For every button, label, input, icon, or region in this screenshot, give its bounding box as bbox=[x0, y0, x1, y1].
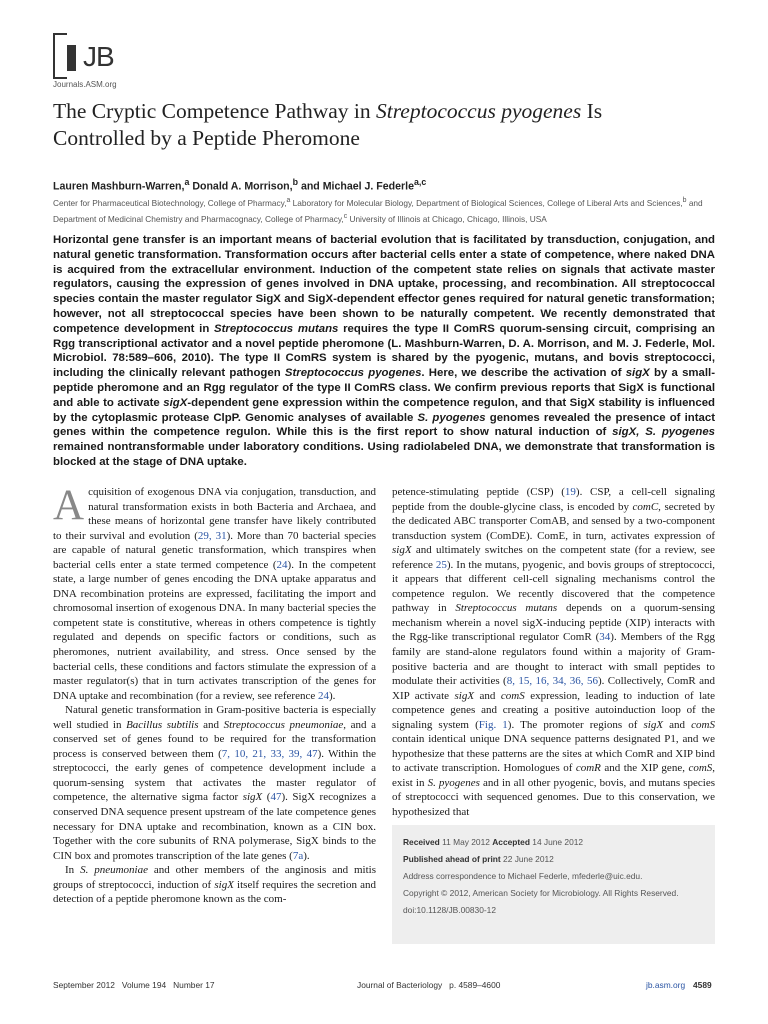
body-italic: Bacillus subtilis bbox=[126, 718, 199, 731]
author-list bbox=[53, 177, 713, 193]
body-text: and bbox=[663, 718, 692, 731]
body-text: and bbox=[198, 718, 224, 731]
body-text: ). More than 70 bacterial species are capable of natural genetic transformation, which transpires when bacterial cells enter a state termed competence ( bbox=[53, 529, 377, 571]
body-italic: comS bbox=[500, 689, 525, 702]
info-value: 14 June 2012 bbox=[532, 837, 584, 847]
body-text: itself requires the secretion and detection of a peptide pheromone known as the com- bbox=[53, 878, 377, 906]
info-label: Received bbox=[403, 837, 440, 847]
body-text: Natural genetic transformation in Gram-positive bacteria is especially well studied in bbox=[53, 704, 376, 731]
abstract-italic: Streptococcus pyogenes bbox=[284, 367, 422, 380]
body-italic: sigX bbox=[643, 718, 664, 731]
body-text: and the XIP gene, bbox=[600, 762, 689, 775]
body-italic: Streptococcus mutans bbox=[455, 602, 558, 615]
affil-mark: b bbox=[682, 197, 687, 204]
affil-mark: c bbox=[343, 212, 348, 220]
paragraph bbox=[53, 703, 376, 863]
doi-link[interactable]: doi:10.1128/JB.00830-12 bbox=[403, 905, 496, 915]
author-name[interactable]: Lauren Mashburn-Warren, bbox=[53, 180, 185, 193]
paragraph bbox=[53, 482, 377, 703]
body-italic: Streptococcus pneumoniae bbox=[223, 718, 344, 731]
body-text: and in all other pyogenic, bovis, and mutans species of streptococci with sequenced genomes. Due to this conservation, we hypothesized that bbox=[392, 776, 715, 819]
citation-link[interactable]: 47 bbox=[270, 791, 282, 804]
title-text: The Cryptic Competence Pathway in bbox=[53, 99, 377, 123]
body-italic: comR bbox=[575, 762, 601, 775]
abstract-text: -dependent gene expression within the competence regulon, and that SigX stability is influenced by the cytoplasmic protease ClpP. Genomic analyses of available bbox=[53, 396, 715, 424]
abstract-italic: sigX bbox=[163, 396, 188, 409]
citation-link[interactable]: 34 bbox=[599, 631, 611, 644]
copyright: Copyright © 2012, American Society for Microbiology. All Rights Reserved. bbox=[403, 888, 679, 898]
journal-logo bbox=[53, 33, 133, 95]
body-text: ). bbox=[329, 689, 336, 702]
logo-bar-mark bbox=[67, 45, 76, 71]
citation-link[interactable]: 24 bbox=[276, 558, 288, 571]
body-italic: comS bbox=[688, 762, 713, 775]
body-text: ). Collectively, ComR and XIP activate bbox=[392, 675, 716, 702]
abstract-italic: S. pyogenes bbox=[417, 411, 486, 424]
body-italic: S. pneumoniae bbox=[80, 864, 148, 877]
citation-link[interactable]: 7a bbox=[292, 849, 304, 862]
body-text: ). bbox=[303, 849, 310, 862]
paragraph bbox=[53, 863, 376, 907]
abstract-italic: sigX bbox=[625, 367, 650, 380]
published-ahead bbox=[403, 854, 554, 864]
footer-issue: September 2012 Volume 194 Number 17 bbox=[53, 980, 215, 990]
body-italic: sigX bbox=[454, 689, 475, 702]
author-affil-mark: b bbox=[292, 177, 298, 187]
logo-bracket-mark bbox=[53, 33, 67, 79]
body-text: expression, leading to induction of late competence genes and creating a positive autoinduction loop of the signaling system ( bbox=[392, 689, 715, 731]
received-accepted bbox=[403, 837, 583, 847]
footer-url-link[interactable]: jb.asm.org bbox=[646, 980, 686, 990]
affiliation-text: Center for Pharmaceutical Biotechnology, College of Pharmacy, bbox=[53, 197, 287, 208]
logo-text: JB bbox=[83, 41, 114, 72]
affiliation-text: and Department of Medicinal Chemistry and Pharmacognacy, College of Pharmacy, bbox=[53, 197, 703, 224]
abstract-text: requires the type II ComRS quorum-sensing circuit, comprising an Rgg transcriptional activator and a novel peptide pheromone (L. Mashburn-Warren, D. A. Morrison, and M. J. Federle, Mol. Microbiol. 78:589–606, 2010). The type II ComRS system is shared by the pyogenic, mutans, and bovis streptococci, including the clinically relevant pathogen bbox=[53, 322, 716, 380]
body-italic: sigX bbox=[214, 878, 234, 891]
citation-link[interactable]: 19 bbox=[564, 486, 576, 498]
body-text: ). The promoter regions of bbox=[507, 718, 644, 731]
author-name[interactable]: Donald A. Morrison, bbox=[189, 180, 293, 193]
body-text: depends on a quorum-sensing mechanism wherein a novel sigX-inducing peptide (XIP) interacts with the Rgg-like transcriptional regulator ComR ( bbox=[392, 602, 716, 644]
body-text: and other members of the anginosis and mitis groups of streptococci, induction of bbox=[53, 864, 376, 891]
body-text: In bbox=[65, 864, 81, 877]
body-text: contain identical unique DNA sequence patterns designated P1, and we hypothesize that these patterns are the sites at which ComR and XIP bind to activate transcription. Homologues of bbox=[392, 733, 715, 775]
author-affil-mark: a bbox=[184, 177, 190, 187]
article-title bbox=[53, 98, 693, 152]
citation-link[interactable]: 25 bbox=[435, 558, 447, 571]
page-number: 4589 bbox=[693, 980, 712, 990]
correspondence[interactable]: Address correspondence to Michael Federle, mfederle@uic.edu. bbox=[403, 871, 643, 881]
affiliation-text: University of Illinois at Chicago, Chicago, Illinois, USA bbox=[347, 213, 547, 224]
body-text: ). In the mutans, pyogenic, and bovis groups of streptococci, it appears that different cell-cell signaling mechanisms control the competence regulon. We recently discovered that the competence pathway in bbox=[392, 558, 715, 615]
body-italic: comS bbox=[691, 718, 715, 731]
info-value: 11 May 2012 bbox=[442, 837, 490, 847]
citation-link[interactable]: 29, 31 bbox=[197, 529, 227, 542]
body-italic: sigX bbox=[392, 544, 412, 557]
logo-url[interactable]: Journals.ASM.org bbox=[53, 80, 117, 89]
author-affil-mark: a,c bbox=[413, 177, 427, 187]
paragraph bbox=[392, 485, 715, 820]
author-name[interactable]: and Michael J. Federle bbox=[298, 180, 414, 193]
abstract-text: . Here, we describe the activation of bbox=[421, 367, 626, 380]
figure-link[interactable]: Fig. 1 bbox=[478, 718, 508, 731]
body-column-left bbox=[53, 482, 377, 907]
body-text: , secreted by the dedicated ABC transporter ComAB, and sensed by a two-component transduction system (ComDE). ComE, in turn, activates expression of bbox=[392, 500, 716, 542]
body-text: , and a conserved set of genes found to be required for the transformation process is conserved between them ( bbox=[53, 718, 377, 760]
title-text: Is Controlled by a Peptide Pheromone bbox=[53, 99, 603, 150]
info-label: Accepted bbox=[492, 837, 530, 847]
abstract-text: Horizontal gene transfer is an important means of bacterial evolution that is facilitated by transduction, conjugation, and natural genetic transformation. Transformation occurs after bacterial cells enter a state of competence, where naked DNA is acquired from the extracellular environment. Induction of the competent state relies on signals that activate master regulators, causing the expression of genes involved in DNA uptake, processing, and recombination. All streptococcal species contain the master regulator SigX and SigX-dependent effector genes required for natural genetic transformation; however, not all streptococcal species have been shown to be naturally competent. We recently demonstrated that competence development in bbox=[53, 234, 715, 335]
citation-link[interactable]: 8, 15, 16, 34, 36, 56 bbox=[506, 675, 598, 688]
body-text: , exist in bbox=[392, 762, 716, 789]
affiliations bbox=[53, 194, 713, 226]
info-label: Published ahead of print bbox=[403, 854, 501, 864]
abstract-text: by a small-peptide pheromone and an Rgg regulator of the type II ComRS class. We confirm previous reports that SigX is functional and able to activate bbox=[53, 367, 716, 409]
body-text: ). CSP, a cell-cell signaling peptide from the double-glycine class, is encoded by bbox=[392, 486, 715, 513]
body-text: ). In the competent state, a large number of genes encoding the DNA uptake apparatus and DNA recombination proteins are expressed, facilitating the import and chromosomal insertion of exogenous DNA. In many bacterial species the competent state is constitutive, whereas in others competence is tightly regulated and depends on specific factors or conditions, such as pheromones, nutrient availability, and stress. Once sensed by the bacterial cells, these conditions and factors stimulate the expression of a master regulator(s) that in turn activates transcription of the genes for DNA uptake and recombination (for a review, see reference bbox=[53, 558, 376, 702]
body-italic: S. pyogenes bbox=[427, 776, 480, 789]
body-text: ). Within the streptococci, the early genes of competence development include a quorum-sensing system that activates the master regulator of competence, the alternative sigma factor bbox=[53, 747, 376, 804]
body-text: ). Members of the Rgg family are stand-alone regulators found within a majority of Gram-positive bacteria and are thought to interact with small peptides to modulate their activities ( bbox=[392, 631, 715, 688]
citation-link[interactable]: 24 bbox=[318, 689, 329, 702]
drop-cap: A bbox=[53, 482, 85, 529]
abstract-italic: Streptococcus mutans bbox=[214, 322, 339, 335]
body-italic: sigX bbox=[242, 791, 263, 804]
abstract-text: genomes revealed the presence of intact genes within the competence regulon. While this is the first report to show natural induction of bbox=[53, 411, 715, 439]
affiliation-text: Laboratory for Molecular Biology, Department of Biological Sciences, College of Liberal Arts and Sciences, bbox=[290, 197, 683, 208]
body-text: ( bbox=[262, 791, 271, 804]
body-italic: comC bbox=[632, 500, 659, 513]
body-text: ). SigX recognizes a conserved DNA sequence present upstream of the late competence genes necessary for DNA uptake and recombination, known as a CIN box. Together with the core subunits of RNA polymerase, SigX binds to the CIN box and promotes transcription of the late genes ( bbox=[53, 791, 376, 862]
body-text: and bbox=[474, 689, 501, 702]
abstract bbox=[53, 233, 715, 470]
body-column-right bbox=[392, 485, 715, 820]
footer-journal: Journal of Bacteriology p. 4589–4600 bbox=[357, 980, 501, 990]
info-value: 22 June 2012 bbox=[503, 854, 554, 864]
body-text: petence-stimulating peptide (CSP) ( bbox=[392, 486, 565, 498]
affil-mark: a bbox=[286, 197, 291, 204]
article-info-box bbox=[392, 825, 715, 944]
title-italic: Streptococcus pyogenes bbox=[376, 99, 582, 123]
body-text: and ultimately switches on the competent state (for a review, see reference bbox=[392, 544, 715, 571]
citation-link[interactable]: 7, 10, 21, 33, 39, 47 bbox=[221, 747, 318, 760]
body-text: cquisition of exogenous DNA via conjugation, transduction, and natural transformation exists in both Bacteria and Archaea, and these means of horizontal gene transfer have likely contributed to their survival and evolution ( bbox=[53, 486, 376, 542]
abstract-text: remained nontransformable under laboratory conditions. Using radiolabeled DNA, we demonstrate that transformation is blocked at the stage of DNA uptake. bbox=[53, 441, 715, 468]
abstract-italic: sigX, S. pyogenes bbox=[612, 426, 715, 439]
